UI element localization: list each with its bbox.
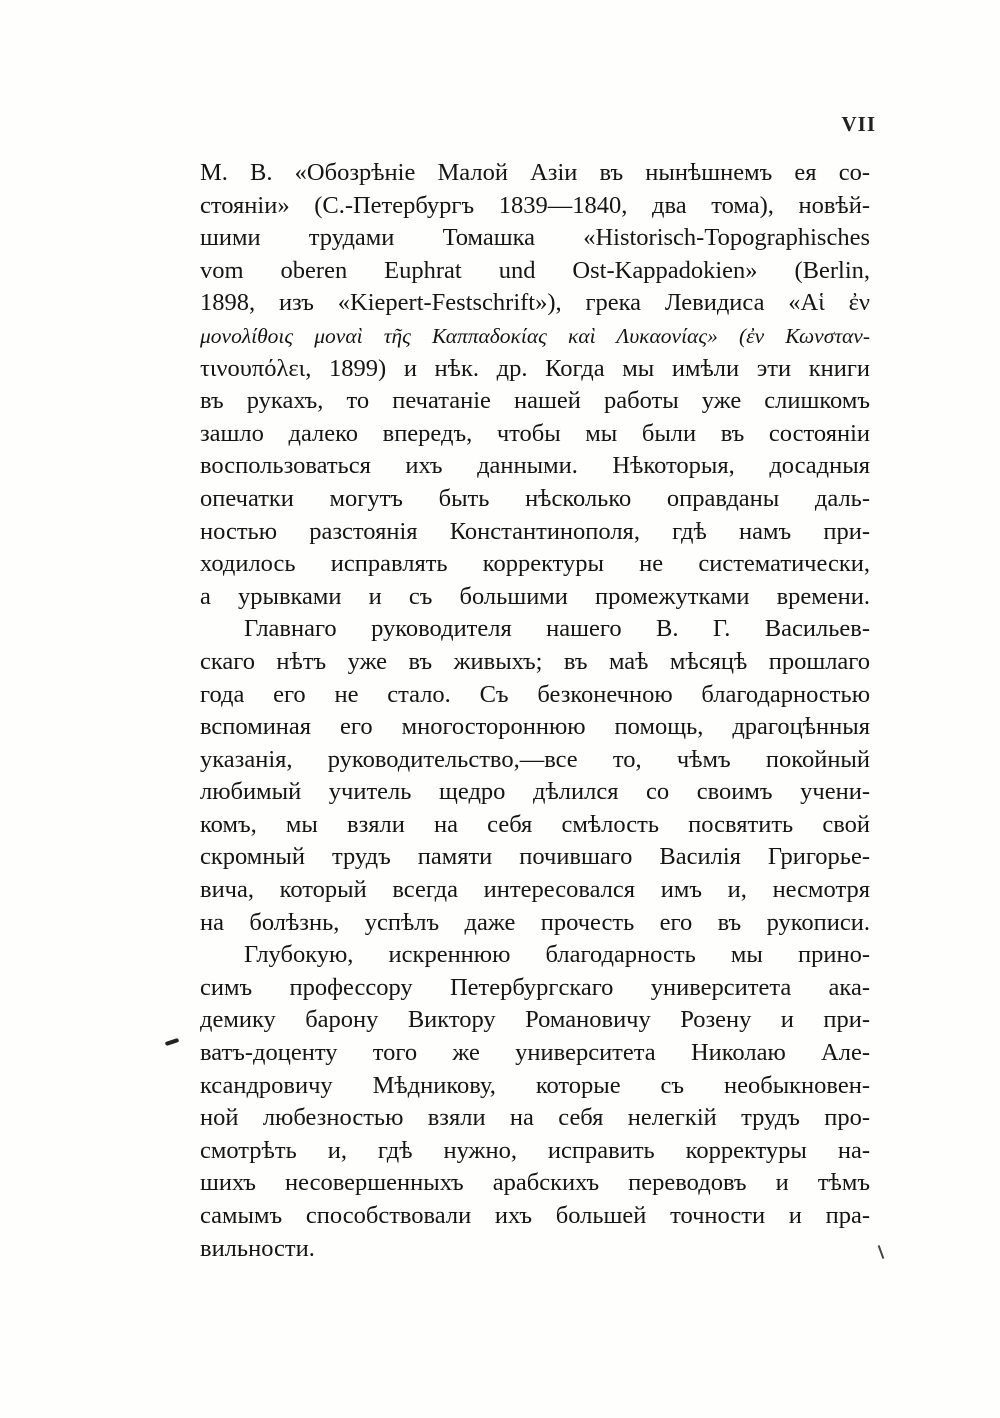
text-line: вича, который всегда интересовался имъ и, несмотря [200,876,870,904]
text-line: стояніи» (С.-Петербургъ 1839—1840, два тома), новѣй- [200,191,870,219]
text-line: ностью разстоянія Константинополя, гдѣ намъ при- [200,517,870,545]
text-line: а урывками и съ большими промежутками времени. [200,582,870,610]
text-line: Глубокую, искреннюю благодарность мы прино- [244,941,870,969]
text-line: шихъ несовершенныхъ арабскихъ переводовъ и тѣмъ [200,1169,870,1197]
body-text [200,157,870,1265]
text-line: на болѣзнь, успѣлъ даже прочесть его въ рукописи. [200,908,870,936]
text-line: года его не стало. Съ безконечною благодарностью [200,680,870,708]
text-line: шими трудами Томашка «Historisch-Topographisches [200,224,870,252]
paragraph-2 [200,613,870,939]
margin-ink-mark [165,1038,180,1046]
text-line: М. В. «Обозрѣніе Малой Азіи въ нынѣшнемъ ея со- [200,159,870,186]
text-line: ватъ-доценту того же университета Николаю Але- [200,1039,870,1067]
text-line: любимый учитель щедро дѣлился со своимъ учени- [200,778,870,806]
text-line: зашло далеко впередъ, чтобы мы были въ состояніи [200,419,870,447]
text-line: демику барону Виктору Романовичу Розену и при- [200,1006,870,1034]
text-line: вспоминая его многостороннюю помощь, драгоцѣнныя [200,713,870,741]
paragraph-1 [200,157,870,613]
text-line-greek: μονολίθοις μοναὶ τῆς Καππαδοκίας καὶ Λυκαονίας» (ἐν Κωνσταν- [200,323,870,348]
text-line: симъ профессору Петербургскаго университета ака- [200,973,870,1001]
text-line: vom oberen Euphrat und Ost-Kappadokien» (Berlin, [200,256,870,284]
text-line: опечатки могутъ быть нѣсколько оправданы даль- [200,484,870,512]
text-line: смотрѣть и, гдѣ нужно, исправить корректуры на- [200,1136,870,1164]
text-line: 1898, изъ «Kiepert-Festschrift»), грека Левидиса «Αἱ ἐν [200,289,870,317]
paragraph-3 [200,939,870,1265]
text-line: ксандровичу Мѣдникову, которые съ необыкновен- [200,1071,870,1099]
text-line: воспользоваться ихъ данными. Нѣкоторыя, досадныя [200,452,870,480]
text-line: τινουπόλει, 1899) и нѣк. др. Когда мы имѣли эти книги [200,354,870,382]
margin-ink-tick [878,1245,885,1259]
text-line: указанія, руководительство,—все то, чѣмъ покойный [200,745,870,773]
text-line: ходилось исправлять корректуры не систематически, [200,550,870,578]
page-number: VII [841,112,876,136]
text-line: самымъ способствовали ихъ большей точности и пра- [200,1202,870,1229]
text-line: вильности. [200,1234,315,1262]
text-line: ной любезностью взяли на себя нелегкій трудъ про- [200,1104,870,1132]
text-line: комъ, мы взяли на себя смѣлость посвятить свой [200,810,870,838]
text-line: въ рукахъ, то печатаніе нашей работы уже слишкомъ [200,387,870,415]
text-line: Главнаго руководителя нашего В. Г. Васильев- [244,615,870,643]
text-line: скаго нѣтъ уже въ живыхъ; въ маѣ мѣсяцѣ прошлаго [200,647,870,675]
text-line: скромный трудъ памяти почившаго Василія Григорье- [200,843,870,871]
